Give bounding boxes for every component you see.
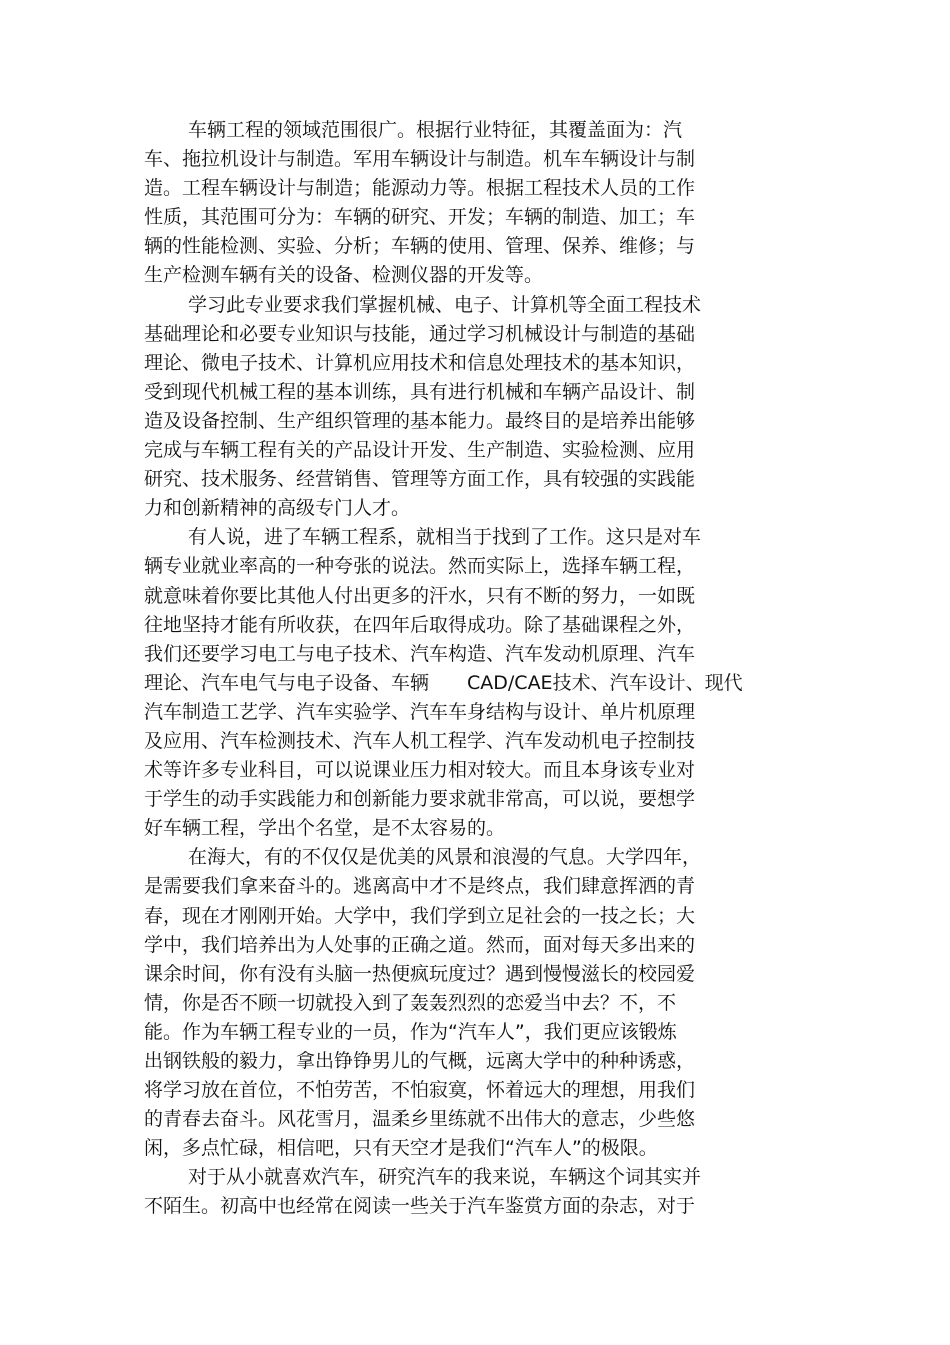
- paragraph-4-line-7: 能。作为车辆工程专业的一员，作为“汽车人”，我们更应该锻炼: [144, 1020, 677, 1043]
- paragraph-2-line-6: 完成与车辆工程有关的产品设计开发、生产制造、实验检测、应用: [144, 439, 696, 462]
- paragraph-3-line-5: 我们还要学习电工与电子技术、汽车构造、汽车发动机原理、汽车: [144, 642, 696, 665]
- paragraph-4-line-8: 出钢铁般的毅力，拿出铮铮男儿的气概，远离大学中的种种诱惑，: [144, 1050, 696, 1072]
- paragraph-1-line-4: 性质，其范围可分为：车辆的研究、开发；车辆的制造、加工；车: [144, 206, 696, 229]
- paragraph-1-line-5: 辆的性能检测、实验、分析；车辆的使用、管理、保养、维修；与: [144, 235, 696, 258]
- document-body: [144, 116, 784, 1222]
- paragraph-3-line-11: 好车辆工程，学出个名堂，是不太容易的。: [144, 817, 506, 840]
- paragraph-3-line-3: 就意味着你要比其他人付出更多的汗水，只有不断的努力，一如既: [144, 584, 696, 607]
- paragraph-4-line-10: 的青春去奋斗。风花雪月，温柔乡里练就不出伟大的意志，少些悠: [144, 1108, 696, 1131]
- paragraph-2-line-4: 受到现代机械工程的基本训练，具有进行机械和车辆产品设计、制: [144, 380, 696, 403]
- paragraph-1-line-3: 造。工程车辆设计与制造；能源动力等。根据工程技术人员的工作: [144, 177, 696, 200]
- paragraph-2-line-8: 力和创新精神的高级专门人才。: [144, 497, 411, 520]
- paragraph-4-line-3: 春，现在才刚刚开始。大学中，我们学到立足社会的一技之长；大: [144, 904, 696, 927]
- paragraph-2-line-1: 学习此专业要求我们掌握机械、电子、计算机等全面工程技术: [188, 293, 702, 316]
- paragraph-1-line-2: 车、拖拉机设计与制造。军用车辆设计与制造。机车车辆设计与制: [144, 148, 696, 171]
- paragraph-1-line-6: 生产检测车辆有关的设备、检测仪器的开发等。: [144, 264, 544, 287]
- paragraph-2-line-3: 理论、微电子技术、计算机应用技术和信息处理技术的基本知识，: [144, 351, 696, 374]
- paragraph-4-line-1: 在海大，有的不仅仅是优美的风景和浪漫的气息。大学四年，: [188, 846, 702, 869]
- paragraph-3-line-8: 及应用、汽车检测技术、汽车人机工程学、汽车发动机电子控制技: [144, 729, 696, 752]
- paragraph-2-line-2: 基础理论和必要专业知识与技能，通过学习机械设计与制造的基础: [144, 322, 696, 345]
- paragraph-3-line-9: 术等许多专业科目，可以说课业压力相对较大。而且本身该专业对: [144, 759, 696, 782]
- paragraph-3-line-7: 汽车制造工艺学、汽车实验学、汽车车身结构与设计、单片机原理: [144, 700, 696, 723]
- paragraph-4-line-5: 课余时间，你有没有头脑一热便疯玩度过？遇到慢慢滋长的校园爱: [144, 962, 696, 985]
- paragraph-3-line-4: 往地坚持才能有所收获，在四年后取得成功。除了基础课程之外，: [144, 613, 696, 636]
- paragraph-4-line-9: 将学习放在首位，不怕劳苦，不怕寂寞，怀着远大的理想，用我们: [144, 1079, 696, 1102]
- paragraph-3-line-1: 有人说，进了车辆工程系，就相当于找到了工作。这只是对车: [188, 526, 702, 549]
- paragraph-4-line-4: 学中，我们培养出为人处事的正确之道。然而，面对每天多出来的: [144, 933, 696, 956]
- paragraph-3-line-10: 于学生的动手实践能力和创新能力要求就非常高，可以说，要想学: [144, 788, 696, 811]
- paragraph-3-line-2: 辆专业就业率高的一种夸张的说法。然而实际上，选择车辆工程，: [144, 555, 696, 578]
- paragraph-5-line-1: 对于从小就喜欢汽车，研究汽车的我来说，车辆这个词其实并: [188, 1166, 702, 1189]
- paragraph-2-line-7: 研究、技术服务、经营销售、管理等方面工作，具有较强的实践能: [144, 468, 696, 491]
- paragraph-2-line-5: 造及设备控制、生产组织管理的基本能力。最终目的是培养出能够: [144, 409, 696, 432]
- paragraph-1-line-1: 车辆工程的领域范围很广。根据行业特征，其覆盖面为：汽: [188, 119, 683, 141]
- paragraph-4-line-2: 是需要我们拿来奋斗的。逃离高中才不是终点，我们肆意挥洒的青: [144, 875, 696, 898]
- paragraph-3-line-6: 理论、汽车电气与电子设备、车辆 CAD/CAE技术、汽车设计、现代: [144, 671, 743, 694]
- paragraph-4-line-6: 情，你是否不顾一切就投入到了轰轰烈烈的恋爱当中去？不，不: [144, 991, 677, 1014]
- paragraph-4-line-11: 闲，多点忙碌，相信吧，只有天空才是我们“汽车人”的极限。: [144, 1137, 658, 1160]
- paragraph-5-line-2: 不陌生。初高中也经常在阅读一些关于汽车鉴赏方面的杂志，对于: [144, 1195, 696, 1218]
